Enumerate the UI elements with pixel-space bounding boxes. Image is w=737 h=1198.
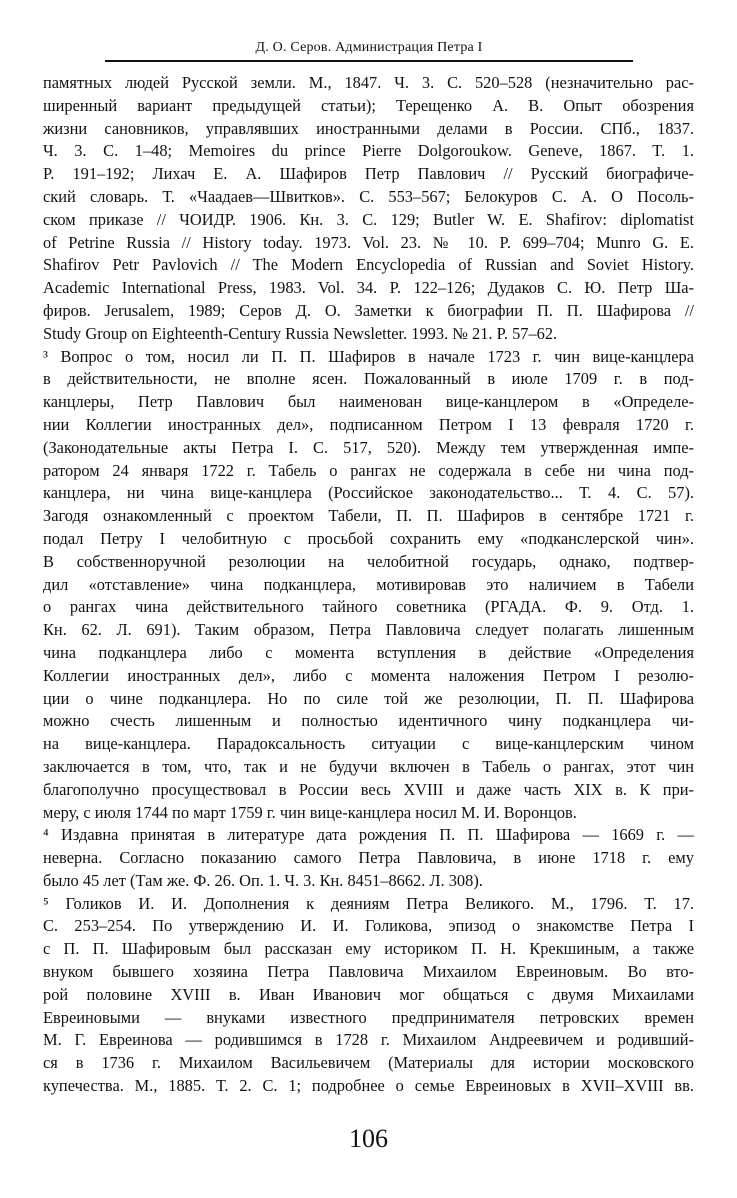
text-line: of Petrine Russia // History today. 1973. Vol. 23. № 10. P. 699–704; Munro G. E. [43,232,694,252]
text-line: на вице-канцлера. Парадоксальность ситуации с вице-канцлерским чином [43,734,694,754]
text-line: памятных людей Русской земли. М., 1847. Ч. 3. С. 520–528 (незначительно рас- [43,73,694,92]
text-line: подал Петру I челобитную с просьбой сохранить ему «подканслерской чин». [43,528,694,548]
running-head: Д. О. Серов. Администрация Петра I [255,40,483,55]
text-line: ся в 1736 г. Михаилом Васильевичем (Материалы для истории московского [43,1053,694,1073]
text-line: ратором 24 января 1722 г. Табель о рангах не содержала в себе ни чина под- [43,460,694,480]
text-line: С. 253–254. По утверждению И. И. Голикова, эпизод о знакомстве Петра I [43,916,694,936]
text-line: нии Коллегии иностранных дел», подписанном Петром I 13 февраля 1720 г. [43,414,694,434]
footnote-3-line: ³ Вопрос о том, носил ли П. П. Шафиров в начале 1723 г. чин вице-канцлера [43,346,694,366]
text-line: о рангах чина действительного тайного советника (РГАДА. Ф. 9. Отд. 1. [43,597,694,617]
text-line: М. Г. Евреинова — родившимся в 1728 г. Михаилом Андреевичем и родивший- [43,1030,694,1050]
text-line: В собственноручной резолюции на челобитной государь, однако, подтвер- [43,551,694,571]
text-line: жизни сановников, управлявших иностранными делами в России. СПб., 1837. [43,118,694,138]
text-line: внуком бывшего хозяина Петра Павловича Михаилом Евреиновым. Во вто- [43,962,694,982]
text-line: дил «отставление» чина подканцлера, мотивировав это наличием в Табели [43,574,694,594]
text-line: ском приказе // ЧОИДР. 1906. Кн. 3. С. 129; Butler W. E. Shafirov: diplomatist [43,209,694,229]
text-line: купечества. М., 1885. Т. 2. С. 1; подробнее о семье Евреиновых в XVII–XVIII вв. [43,1076,694,1096]
text-line: было 45 лет (Там же. Ф. 26. Оп. 1. Ч. 3. Кн. 8451–8662. Л. 308). [43,870,483,890]
text-line: Study Group on Eighteenth-Century Russia Newsletter. 1993. № 21. P. 57–62. [43,323,558,343]
text-line: канцлеры, Петр Павлович был наименован вице-канцлером в «Определе- [43,392,694,412]
text-line: ции о чине подканцлера. Но по силе той же резолюции, П. П. Шафирова [43,688,694,708]
text-line: (Законодательные акты Петра I. С. 517, 520). Между тем утвержденная импе- [43,437,694,457]
text-line: неверна. Согласно показанию самого Петра Павловича, в июне 1718 г. ему [43,848,694,868]
text-line: чина подканцлера либо с момента вступления в действие «Определения [43,642,694,662]
page-number: 106 [349,1124,388,1153]
text-line: ширенный вариант предыдущей статьи); Терещенко А. В. Опыт обозрения [43,95,694,115]
text-line: Ч. 3. С. 1–48; Memoires du prince Pierre Dolgoroukow. Geneve, 1867. T. 1. [43,141,694,161]
text-line: в действительности, не вполне ясен. Пожалованный в июле 1709 г. в под- [43,369,694,389]
text-line: меру, с июля 1744 по март 1759 г. чин вице-канцлера носил М. И. Воронцов. [43,802,577,822]
footnote-text [43,72,694,1098]
footnote-5-line: ⁵ Голиков И. И. Дополнения к деяниям Петра Великого. М., 1796. Т. 17. [43,893,694,913]
text-line: фиров. Jerusalem, 1989; Серов Д. О. Заметки к биографии П. П. Шафирова // [43,300,694,320]
text-line: можно счесть лишенным и полностью идентичного чину подканцлера чи- [43,711,694,731]
text-line: Коллегии иностранных дел», либо с момента наложения Петром I резолю- [43,665,694,685]
text-line: с П. П. Шафировым был рассказан ему историком П. Н. Крекшиным, а также [43,939,694,959]
text-line: Shafirov Petr Pavlovich // The Modern Encyclopedia of Russian and Soviet History. [43,255,694,275]
text-line: заключается в том, что, так и не будучи включен в Табель о рангах, этот чин [43,756,694,776]
text-line: Кн. 62. Л. 691). Таким образом, Петра Павловича следует полагать лишенным [43,620,694,640]
text-line: благополучно просуществовал в России весь XVIII и даже часть XIX в. К при- [43,779,694,799]
text-line: Загодя ознакомленный с проектом Табели, П. П. Шафиров в сентябре 1721 г. [43,506,694,526]
text-line: рой половине XVIII в. Иван Иванович мог общаться с двумя Михаилами [43,984,694,1004]
text-line: Academic International Press, 1983. Vol. 34. P. 122–126; Дудаков С. Ю. Петр Ша- [43,278,694,298]
text-line: P. 191–192; Лихач Е. А. Шафиров Петр Павлович // Русский биографиче- [43,164,694,184]
text-line: Евреиновыми — внуками известного предпринимателя петровских времен [43,1007,694,1027]
footnote-4-line: ⁴ Издавна принятая в литературе дата рождения П. П. Шафирова — 1669 г. — [43,825,694,845]
text-line: ский словарь. Т. «Чаадаев—Швитков». С. 553–567; Белокуров С. А. О Посоль- [43,186,694,206]
text-line: канцлера, ни чина вице-канцлера (Российское законодательство... Т. 4. С. 57). [43,483,694,503]
header-rule [105,60,633,62]
